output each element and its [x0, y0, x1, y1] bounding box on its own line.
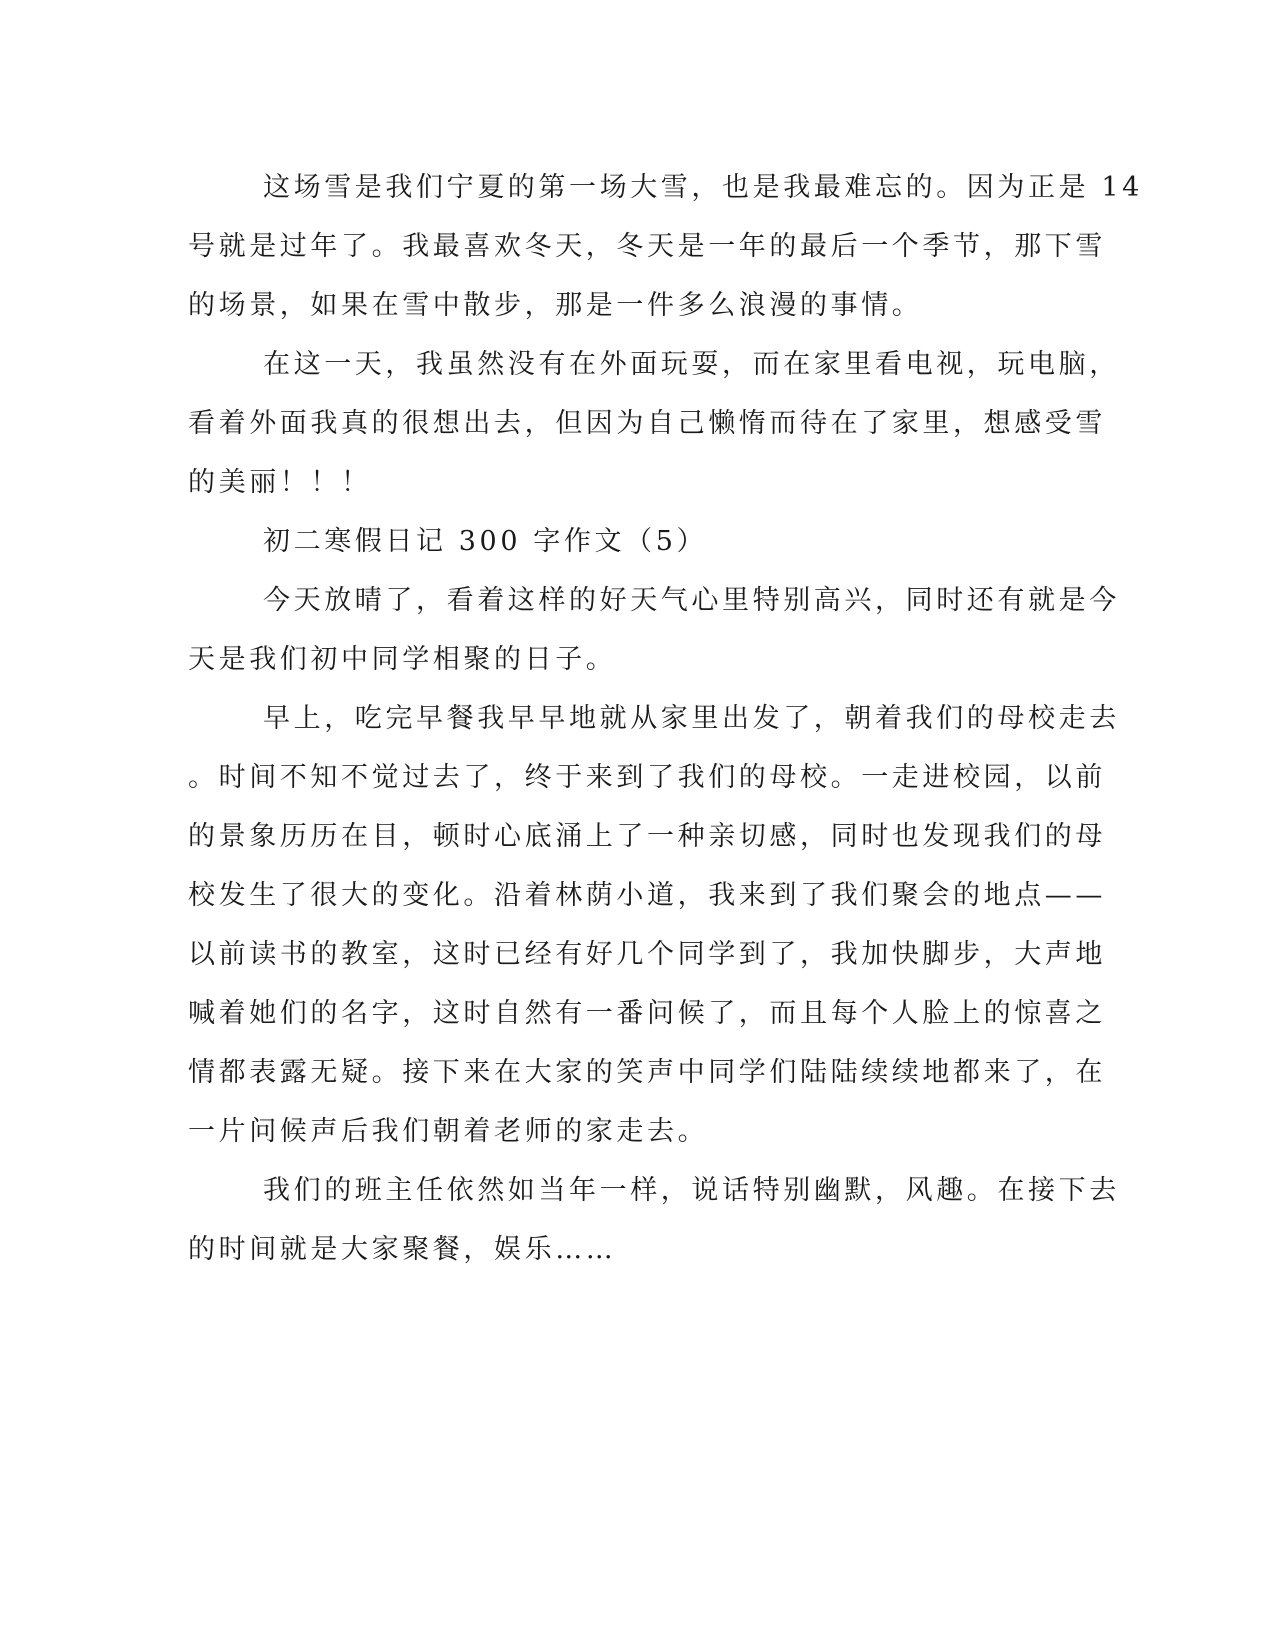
paragraph-4-line-4: 校发生了很大的变化。沿着林荫小道，我来到了我们聚会的地点——: [188, 880, 1106, 911]
paragraph-5-line-2: 的时间就是大家聚餐，娱乐……: [188, 1234, 617, 1265]
paragraph-3-line-2: 天是我们初中同学相聚的日子。: [188, 644, 617, 675]
paragraph-5-line-1: 我们的班主任依然如当年一样，说话特别幽默，风趣。在接下去: [263, 1175, 1120, 1206]
paragraph-1-line-1: 这场雪是我们宁夏的第一场大雪，也是我最难忘的。因为正是 14: [263, 172, 1143, 203]
paragraph-1-line-3: 的场景，如果在雪中散步，那是一件多么浪漫的事情。: [188, 290, 923, 321]
section-heading: 初二寒假日记 300 字作文（5）: [263, 526, 708, 557]
paragraph-4-line-2: 。时间不知不觉过去了，终于来到了我们的母校。一走进校园，以前: [188, 762, 1106, 793]
paragraph-2-line-2: 看着外面我真的很想出去，但因为自己懒惰而待在了家里，想感受雪: [188, 408, 1106, 439]
paragraph-4-line-5: 以前读书的教室，这时已经有好几个同学到了，我加快脚步，大声地: [188, 939, 1106, 970]
paragraph-3-line-1: 今天放晴了，看着这样的好天气心里特别高兴，同时还有就是今: [263, 585, 1120, 616]
paragraph-4-line-7: 情都表露无疑。接下来在大家的笑声中同学们陆陆续续地都来了，在: [188, 1057, 1106, 1088]
paragraph-2-line-1: 在这一天，我虽然没有在外面玩耍，而在家里看电视，玩电脑，: [263, 349, 1120, 380]
paragraph-4-line-1: 早上，吃完早餐我早早地就从家里出发了，朝着我们的母校走去: [263, 703, 1120, 734]
paragraph-4-line-6: 喊着她们的名字，这时自然有一番问候了，而且每个人脸上的惊喜之: [188, 998, 1106, 1029]
paragraph-4-line-3: 的景象历历在目，顿时心底涌上了一种亲切感，同时也发现我们的母: [188, 821, 1106, 852]
paragraph-1-line-2: 号就是过年了。我最喜欢冬天，冬天是一年的最后一个季节，那下雪: [188, 231, 1106, 262]
paragraph-2-line-3: 的美丽！！！: [188, 467, 372, 498]
paragraph-4-line-8: 一片问候声后我们朝着老师的家走去。: [188, 1116, 709, 1147]
